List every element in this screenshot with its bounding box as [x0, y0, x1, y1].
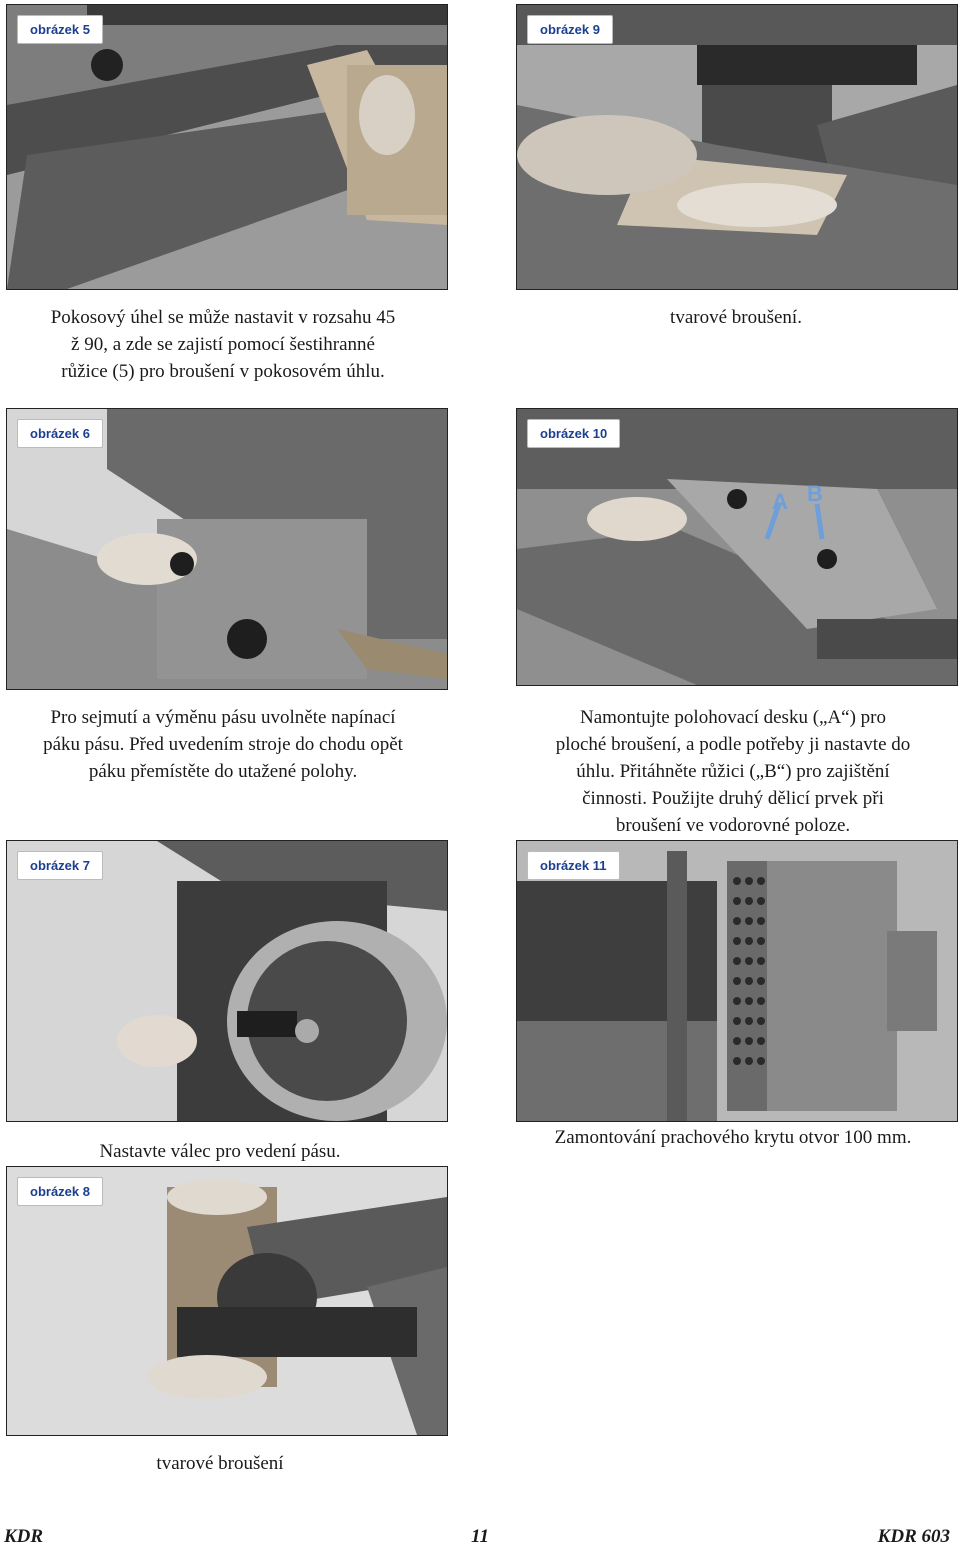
footer-left: KDR	[4, 1526, 44, 1547]
figure-7-caption: Nastavte válec pro vedení pásu.	[99, 1141, 341, 1162]
figure-11-caption: Zamontování prachového krytu otvor 100 mm.	[554, 1127, 912, 1148]
marker-b: B	[807, 481, 823, 506]
figure-7-photo	[6, 840, 448, 1122]
figure-9-photo	[516, 4, 958, 290]
figure-6-label: obrázek 6	[17, 419, 103, 448]
figure-5-caption: Pokosový úhel se může nastavit v rozsahu 45 ž 90, a zde se zajistí pomocí šestihranné růžice (5) pro broušení v pokosovém úhlu.	[50, 307, 396, 382]
figure-6-caption: Pro sejmutí a výměnu pásu uvolněte napínací páku pásu. Před uvedením stroje do chodu opět páku přemístěte do utažené polohy.	[43, 707, 403, 782]
figure-5-label: obrázek 5	[17, 15, 103, 44]
figure-6-photo	[6, 408, 448, 690]
figure-10-caption: Namontujte polohovací desku („A“) pro ploché broušení, a podle potřeby ji nastavte do úhlu. Přitáhněte růžici („B“) pro zajištění činnosti. Použijte druhý dělicí prvek při broušení ve vodorovné poloze.	[555, 707, 911, 836]
figure-9-caption: tvarové broušení.	[670, 307, 802, 328]
figure-8-caption: tvarové broušení	[156, 1453, 284, 1474]
footer-right: KDR 603	[877, 1526, 950, 1547]
page-number: 11	[471, 1526, 489, 1547]
figure-11-label: obrázek 11	[527, 851, 620, 880]
figure-11-photo	[516, 840, 958, 1122]
tracking-roller-illustration	[7, 841, 447, 1121]
contour-roller-illustration	[517, 5, 957, 289]
marker-a: A	[772, 489, 788, 514]
positioning-plate-illustration	[517, 409, 957, 685]
dust-hood-illustration	[517, 841, 957, 1121]
figure-10-label: obrázek 10	[527, 419, 620, 448]
miter-gauge-illustration	[7, 5, 447, 289]
figure-5-photo	[6, 4, 448, 290]
figure-9-label: obrázek 9	[527, 15, 613, 44]
tension-lever-illustration	[7, 409, 447, 689]
figure-8-photo	[6, 1166, 448, 1436]
end-roller-illustration	[7, 1167, 447, 1435]
figure-8-label: obrázek 8	[17, 1177, 103, 1206]
figure-10-photo	[516, 408, 958, 686]
figure-7-label: obrázek 7	[17, 851, 103, 880]
